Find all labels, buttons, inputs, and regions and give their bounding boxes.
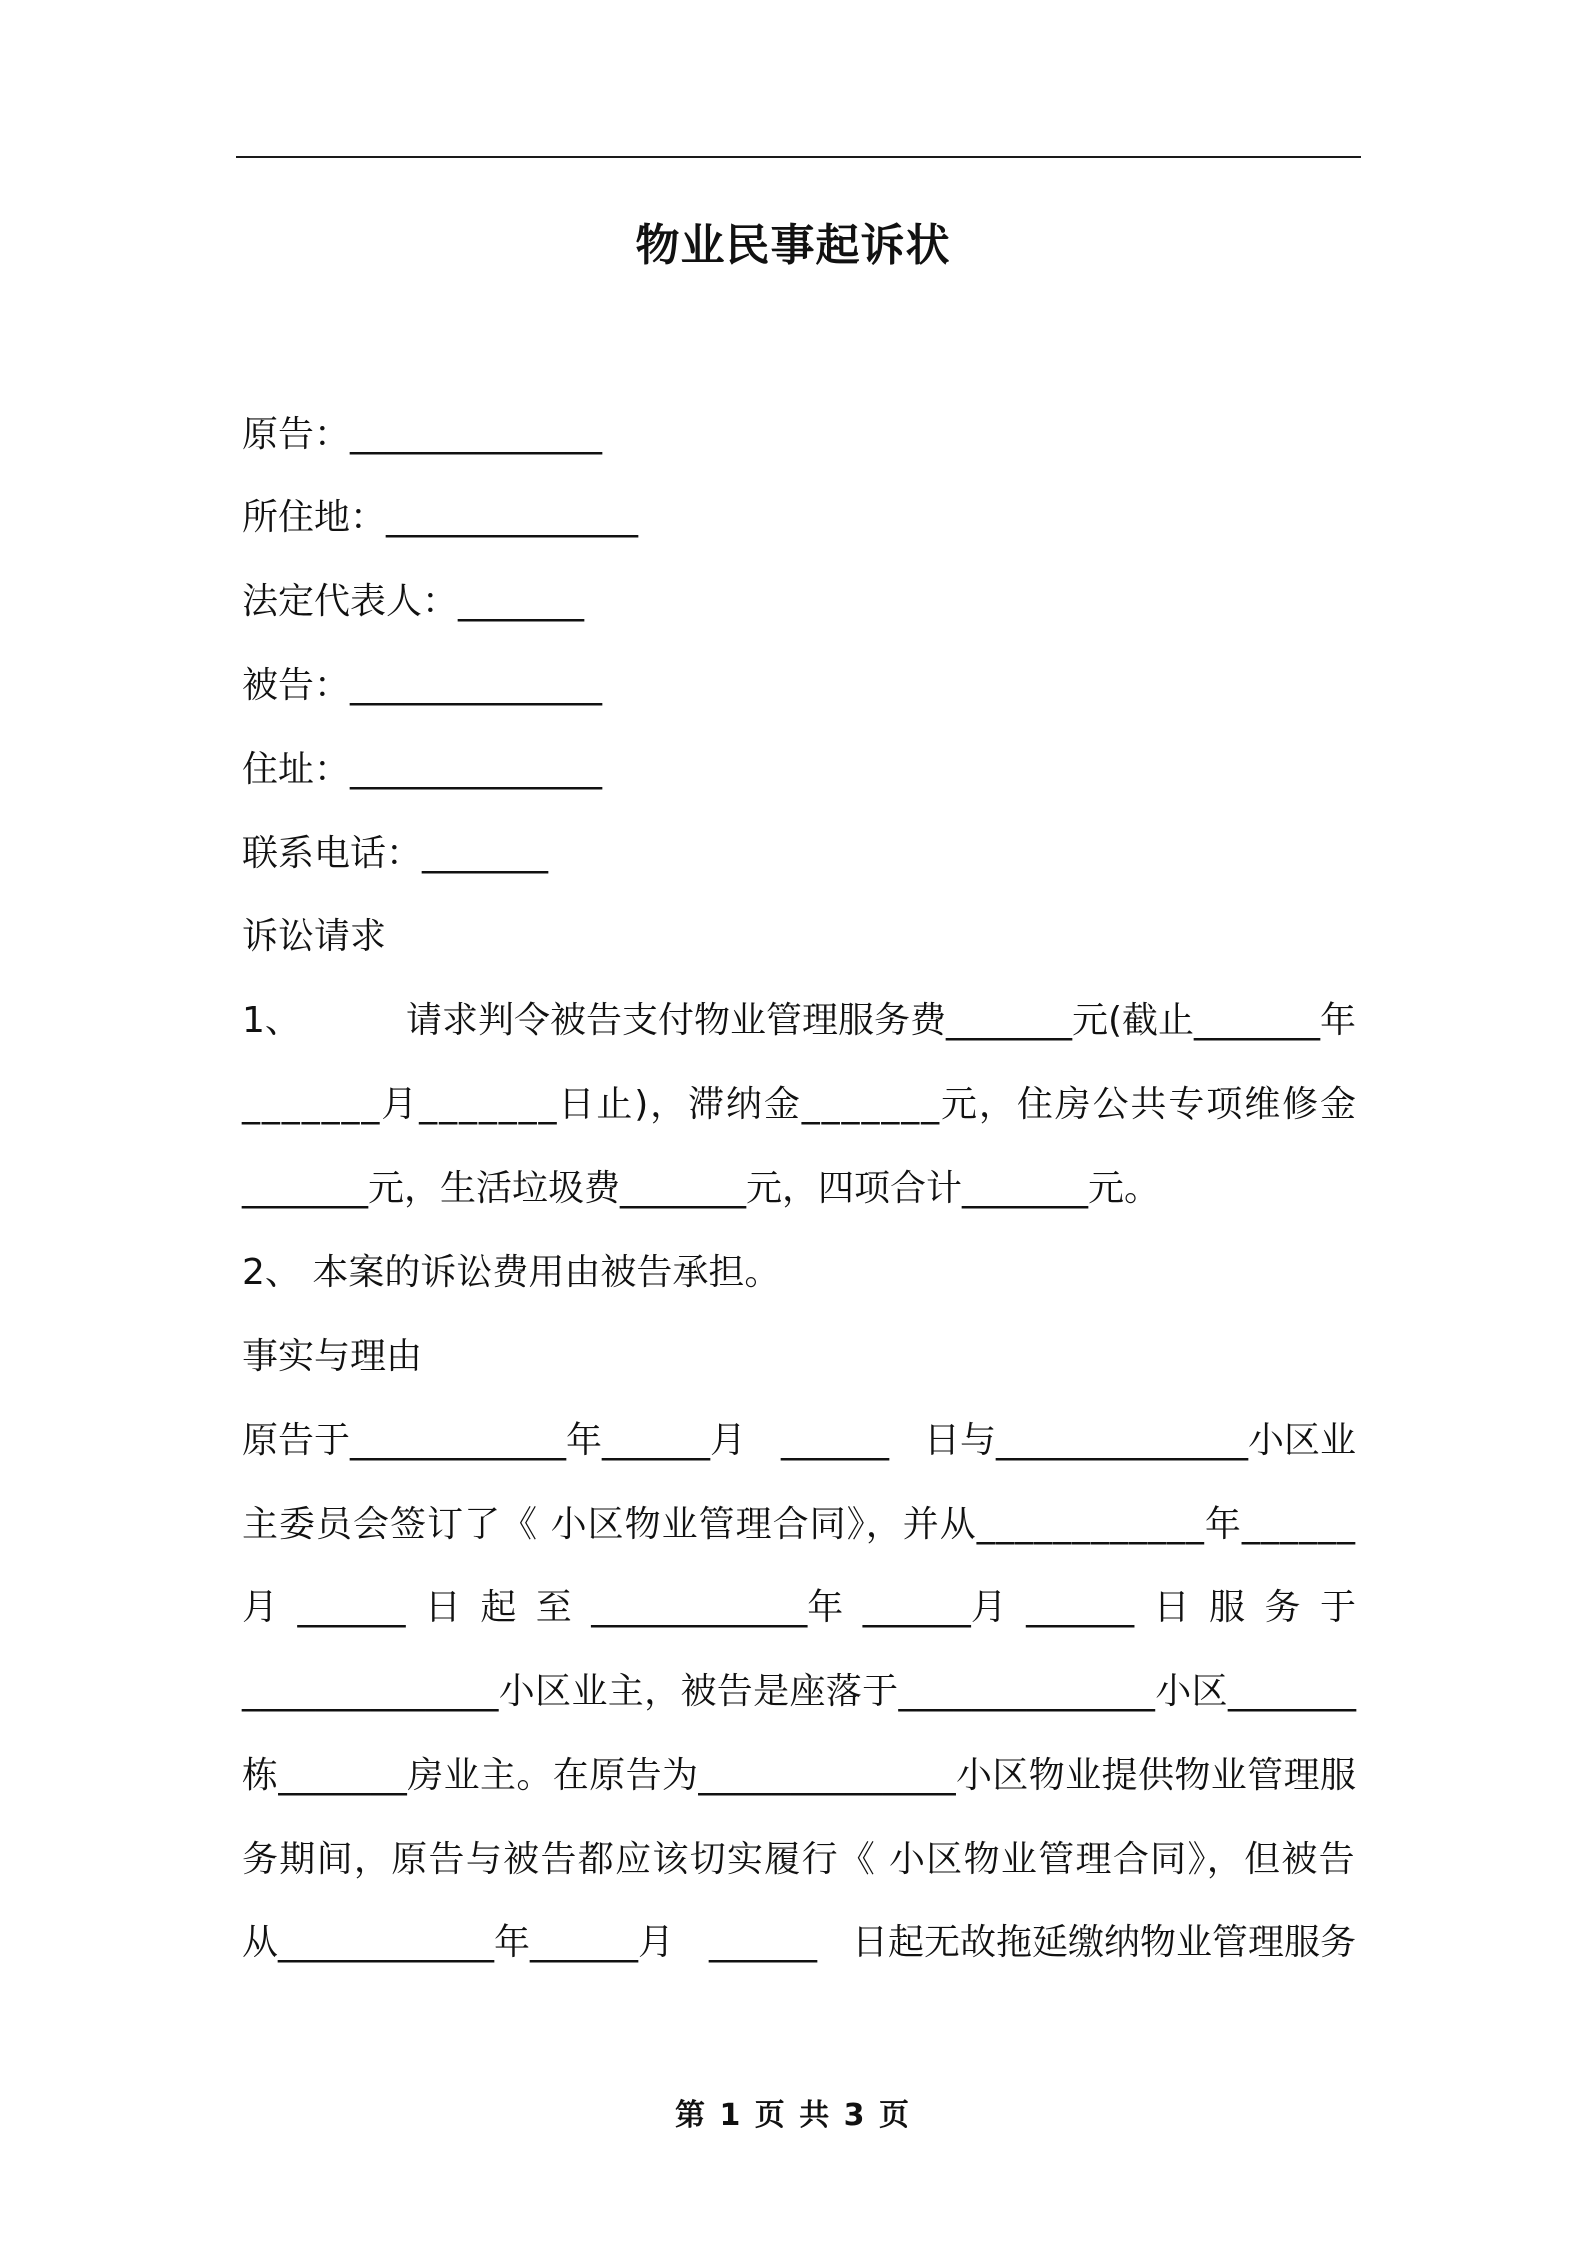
document-title: 物业民事起诉状 bbox=[635, 220, 951, 271]
legal-rep-field: 法定代表人：_______ bbox=[242, 581, 585, 622]
facts-line-1-a: 原告于____________年______月 bbox=[242, 1420, 747, 1461]
claim-1-line-1 bbox=[242, 996, 1356, 1046]
facts-line-3-a: 月 bbox=[242, 1587, 279, 1628]
facts-line-3-f: ____________年 bbox=[591, 1587, 844, 1628]
facts-line-5 bbox=[242, 1751, 1356, 1801]
claims-heading: 诉讼请求 bbox=[242, 916, 387, 957]
claim-2: 2、 本案的诉讼费用由被告承担。 bbox=[242, 1252, 781, 1293]
facts-line-6-a: 务期间，原告与被告都应该切实履行《 小区物业管理合同》，但被告 bbox=[242, 1839, 1356, 1880]
facts-line-3-i: 日 bbox=[1153, 1587, 1190, 1628]
facts-line-3-e: 至 bbox=[535, 1587, 572, 1628]
facts-line-2 bbox=[242, 1500, 1356, 1550]
phone-field: 联系电话：_______ bbox=[242, 833, 549, 874]
facts-line-3-l: 于 bbox=[1319, 1587, 1356, 1628]
facts-line-3-d: 起 bbox=[480, 1587, 517, 1628]
facts-line-4 bbox=[242, 1667, 1356, 1717]
facts-line-3 bbox=[242, 1583, 1356, 1633]
facts-line-1 bbox=[242, 1416, 1356, 1466]
facts-line-7-b: ______ bbox=[708, 1922, 817, 1963]
facts-line-3-k: 务 bbox=[1264, 1587, 1301, 1628]
facts-line-3-h: ______ bbox=[1026, 1587, 1135, 1628]
facts-line-6 bbox=[242, 1835, 1356, 1885]
header-rule bbox=[236, 156, 1361, 158]
claim-1-number: 1、 bbox=[242, 1000, 301, 1041]
facts-line-3-c: 日 bbox=[424, 1587, 461, 1628]
facts-line-3-g: ______月 bbox=[862, 1587, 1007, 1628]
defendant-field: 被告：______________ bbox=[242, 665, 603, 706]
facts-line-3-j: 服 bbox=[1209, 1587, 1246, 1628]
facts-line-7-c: 日起无故拖延缴纳物业管理服务 bbox=[851, 1922, 1356, 1963]
facts-line-1-b: ______ bbox=[781, 1420, 889, 1461]
claim-1-line-2 bbox=[242, 1080, 1356, 1130]
facts-line-7 bbox=[242, 1918, 1356, 1968]
facts-line-3-b: ______ bbox=[297, 1587, 406, 1628]
address-field: 住址：______________ bbox=[242, 749, 603, 790]
facts-line-2-a: 主委员会签订了《 小区物业管理合同》，并从____________年______ bbox=[242, 1504, 1356, 1545]
facts-line-1-c: 日与______________小区业 bbox=[923, 1420, 1356, 1461]
facts-line-7-a: 从____________年______月 bbox=[242, 1922, 674, 1963]
plaintiff-field: 原告：______________ bbox=[242, 414, 603, 455]
facts-line-5-a: 栋_______房业主。在原告为______________小区物业提供物业管理服 bbox=[242, 1755, 1357, 1796]
facts-heading: 事实与理由 bbox=[242, 1336, 423, 1377]
claim-1-text-2: _______月_______日止)，滞纳金_______元，住房公共专项维修金 bbox=[242, 1084, 1358, 1125]
page-footer: 第 1 页 共 3 页 bbox=[675, 2098, 911, 2133]
facts-line-4-a: ______________小区业主，被告是座落于______________小区_______ bbox=[242, 1671, 1357, 1712]
claim-1-text: 请求判令被告支付物业管理服务费_______元(截止_______年 bbox=[405, 1000, 1356, 1041]
residence-field: 所住地：______________ bbox=[242, 497, 639, 538]
claim-1-line-3: _______元，生活垃圾费_______元，四项合计_______元。 bbox=[242, 1168, 1161, 1209]
